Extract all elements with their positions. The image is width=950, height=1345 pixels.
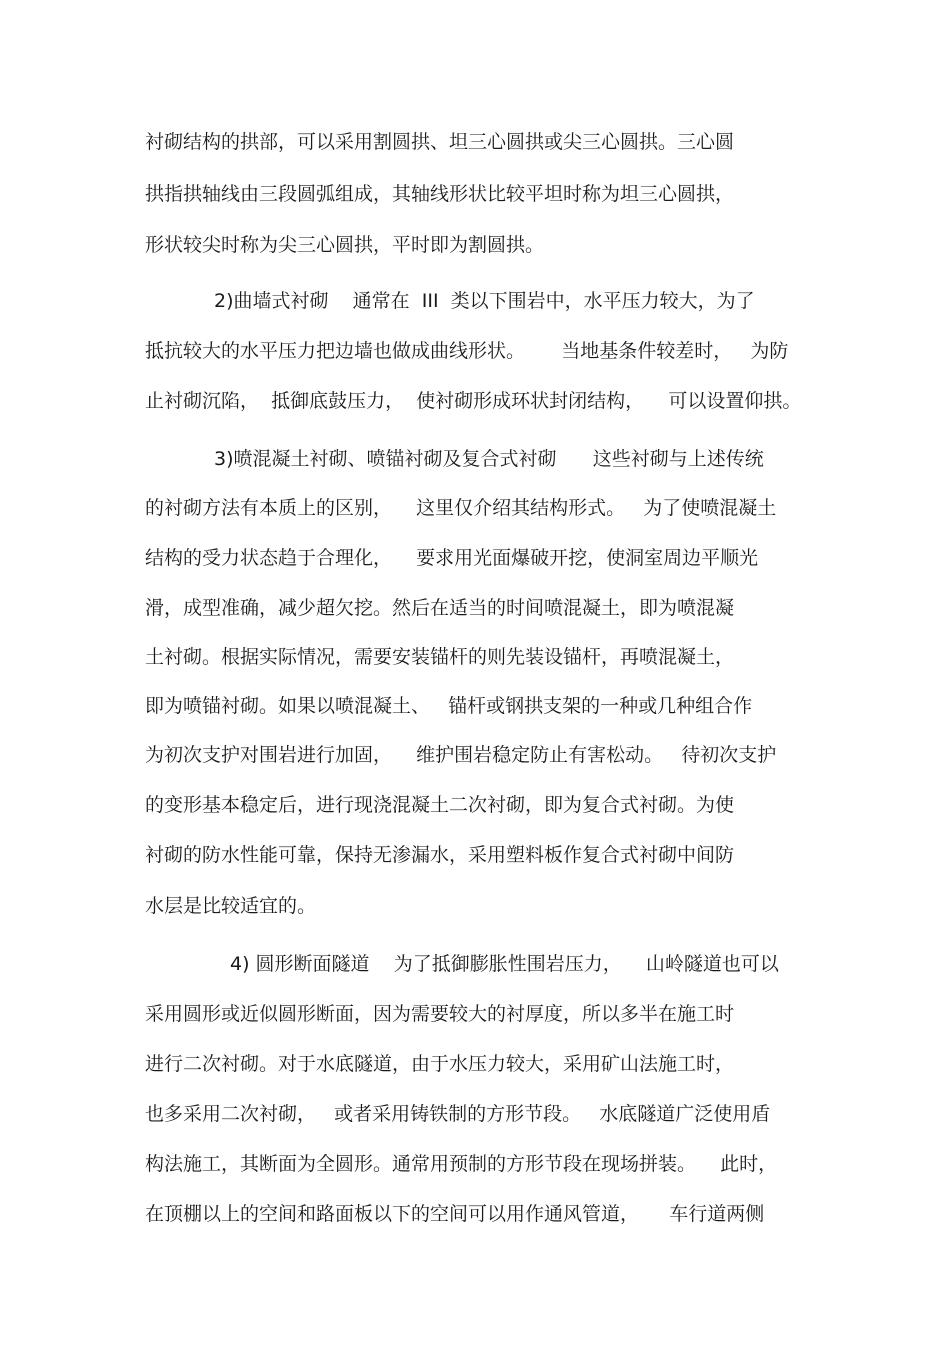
text-line: 3)喷混凝土衬砌、喷锚衬砌及复合式衬砌 这些衬砌与上述传统 — [214, 448, 764, 470]
text-line: 的变形基本稳定后，进行现浇混凝土二次衬砌，即为复合式衬砌。为使 — [145, 794, 735, 816]
text-line: 衬砌结构的拱部，可以采用割圆拱、坦三心圆拱或尖三心圆拱。三心圆 — [145, 131, 735, 153]
text-line: 滑，成型准确，减少超欠挖。然后在适当的时间喷混凝土，即为喷混凝 — [145, 597, 735, 619]
text-line: 为初次支护对围岩进行加固， 维护围岩稳定防止有害松动。 待初次支护 — [145, 744, 777, 766]
text-line: 水层是比较适宜的。 — [145, 895, 317, 917]
text-line: 2)曲墙式衬砌 通常在 III 类以下围岩中，水平压力较大，为了 — [214, 290, 755, 312]
text-line: 在顶棚以上的空间和路面板以下的空间可以用作通风管道， 车行道两侧 — [145, 1203, 765, 1225]
text-line: 土衬砌。根据实际情况，需要安装锚杆的则先装设锚杆，再喷混凝土， — [145, 646, 735, 668]
text-line: 结构的受力状态趋于合理化， 要求用光面爆破开挖，使洞室周边平顺光 — [145, 547, 759, 569]
text-line: 构法施工，其断面为全圆形。通常用预制的方形节段在现场拼装。 此时， — [145, 1153, 778, 1175]
text-line: 形状较尖时称为尖三心圆拱，平时即为割圆拱。 — [145, 234, 545, 256]
text-line: 止衬砌沉陷， 抵御底鼓压力， 使衬砌形成环状封闭结构， 可以设置仰拱。 — [145, 390, 802, 412]
text-line: 衬砌的防水性能可靠，保持无渗漏水，采用塑料板作复合式衬砌中间防 — [145, 844, 735, 866]
text-line: 的衬砌方法有本质上的区别， 这里仅介绍其结构形式。 为了使喷混凝土 — [145, 497, 777, 519]
text-line: 即为喷锚衬砌。如果以喷混凝土、 锚杆或钢拱支架的一种或几种组合作 — [145, 695, 753, 717]
text-line: 拱指拱轴线由三段圆弧组成，其轴线形状比较平坦时称为坦三心圆拱， — [145, 183, 735, 205]
text-line: 进行二次衬砌。对于水底隧道，由于水压力较大，采用矿山法施工时， — [145, 1053, 735, 1075]
text-line: 抵抗较大的水平压力把边墙也做成曲线形状。 当地基条件较差时， 为防 — [145, 340, 789, 362]
text-line: 4) 圆形断面隧道 为了抵御膨胀性围岩压力， 山岭隧道也可以 — [230, 953, 779, 975]
text-line: 也多采用二次衬砌， 或者采用铸铁制的方形节段。 水底隧道广泛使用盾 — [145, 1103, 771, 1125]
text-line: 采用圆形或近似圆形断面，因为需要较大的衬厚度，所以多半在施工时 — [145, 1003, 735, 1025]
